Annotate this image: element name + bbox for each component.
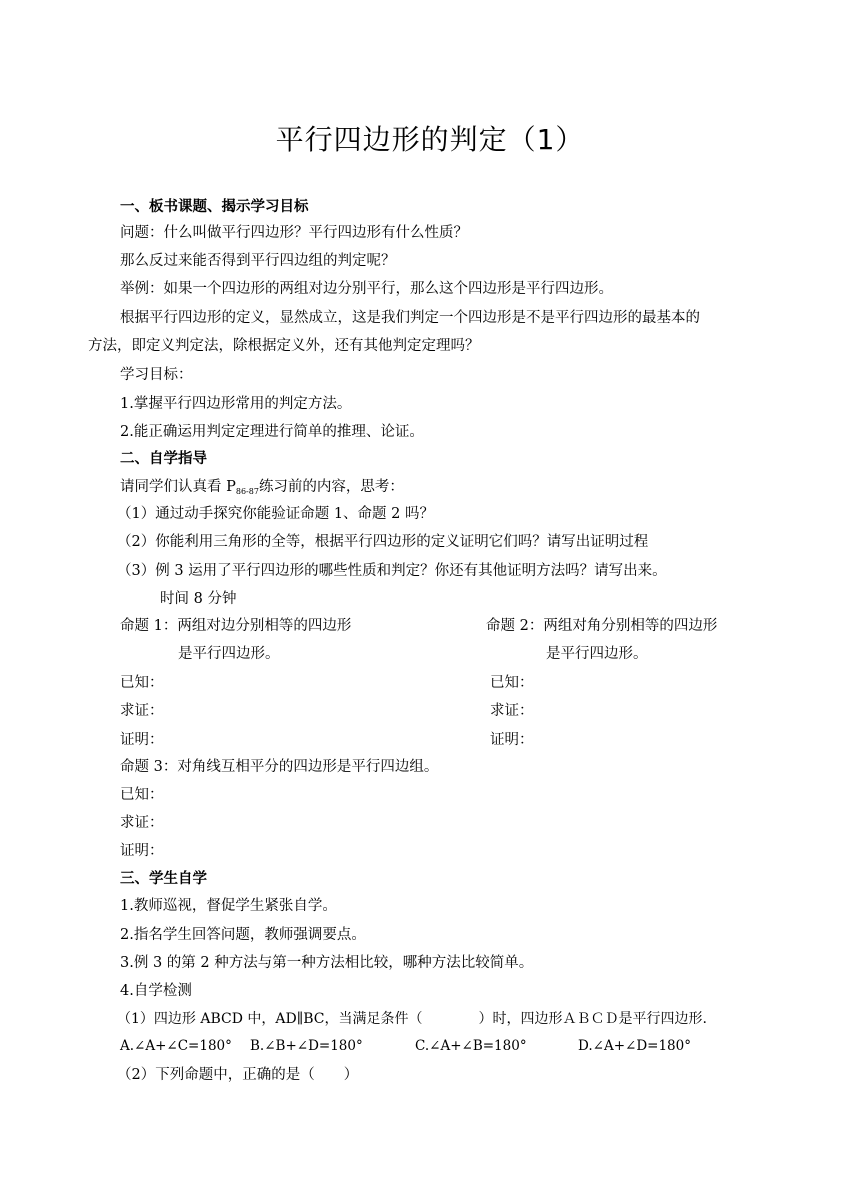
question-text: 问题：什么叫做平行四边形？平行四边形有什么性质？ xyxy=(120,225,468,241)
time-limit: 时间 8 分钟 xyxy=(160,591,237,607)
proposition-1-line-1: 命题 1：两组对边分别相等的四边形 xyxy=(120,618,352,634)
reading-suffix: 练习前的内容，思考： xyxy=(258,479,404,495)
page-title: 平行四边形的判定（1） xyxy=(275,123,585,156)
exercise-1: （1）四边形 ABCD 中，AD∥BC，当满足条件（ ）时，四边形ＡＢＣＤ是平行四边形. xyxy=(117,1011,707,1027)
proposition-3: 命题 3：对角线互相平分的四边形是平行四边组。 xyxy=(120,759,439,775)
given-label-3: 已知： xyxy=(120,787,164,803)
prove-label-3: 求证： xyxy=(120,815,164,831)
guide-question-2: （2）你能利用三角形的全等，根据平行四边形的定义证明它们吗？请写出证明过程 xyxy=(117,534,649,550)
option-c: C.∠A+∠B=180° xyxy=(415,1038,527,1054)
page-range-subscript: 86-87 xyxy=(235,487,259,496)
option-d: D.∠A+∠D=180° xyxy=(578,1038,691,1054)
reading-prefix: 请同学们认真看 P xyxy=(120,479,236,495)
guide-question-3: （3）例 3 运用了平行四边形的哪些性质和判定？你还有其他证明方法吗？请写出来。 xyxy=(117,563,667,579)
goal-item-1: 1.掌握平行四边形常用的判定方法。 xyxy=(120,396,352,412)
prove-label-1: 求证： xyxy=(120,703,164,719)
converse-text: 那么反过来能否得到平行四边组的判定呢？ xyxy=(120,253,396,269)
section-heading-1: 一、板书课题、揭示学习目标 xyxy=(120,199,309,215)
given-label-2: 已知： xyxy=(490,675,534,691)
proof-label-3: 证明： xyxy=(120,843,164,859)
proposition-2-line-2: 是平行四边形。 xyxy=(546,646,648,662)
proof-label-1: 证明： xyxy=(120,732,164,748)
goal-item-2: 2.能正确运用判定定理进行简单的推理、论证。 xyxy=(120,424,424,440)
exercise-2: （2）下列命题中，正确的是（ ） xyxy=(117,1067,359,1083)
self-study-item-3: 3.例 3 的第 2 种方法与第一种方法相比较，哪种方法比较简单。 xyxy=(120,955,534,971)
section-heading-3: 三、学生自学 xyxy=(120,871,207,887)
given-label-1: 已知： xyxy=(120,675,164,691)
guide-question-1: （1）通过动手探究你能验证命题 1、命题 2 吗？ xyxy=(117,506,435,522)
paragraph-line-1: 根据平行四边形的定义，显然成立，这是我们判定一个四边形是不是平行四边形的最基本的 xyxy=(120,310,700,326)
reading-instruction xyxy=(120,478,404,501)
paragraph-line-2: 方法，即定义判定法，除根据定义外，还有其他判定定理吗？ xyxy=(88,338,480,354)
section-heading-2: 二、自学指导 xyxy=(120,451,207,467)
option-a: A.∠A+∠C=180° xyxy=(120,1038,232,1054)
example-text: 举例：如果一个四边形的两组对边分别平行，那么这个四边形是平行四边形。 xyxy=(120,281,613,297)
goals-label: 学习目标： xyxy=(120,367,193,383)
self-study-item-2: 2.指名学生回答问题，教师强调要点。 xyxy=(120,927,366,943)
proof-label-2: 证明： xyxy=(490,732,534,748)
proposition-2-line-1: 命题 2：两组对角分别相等的四边形 xyxy=(486,618,718,634)
prove-label-2: 求证： xyxy=(490,703,534,719)
self-study-item-4: 4.自学检测 xyxy=(120,983,192,999)
self-study-item-1: 1.教师巡视，督促学生紧张自学。 xyxy=(120,898,337,914)
proposition-1-line-2: 是平行四边形。 xyxy=(178,646,280,662)
option-b: B.∠B+∠D=180° xyxy=(250,1038,363,1054)
